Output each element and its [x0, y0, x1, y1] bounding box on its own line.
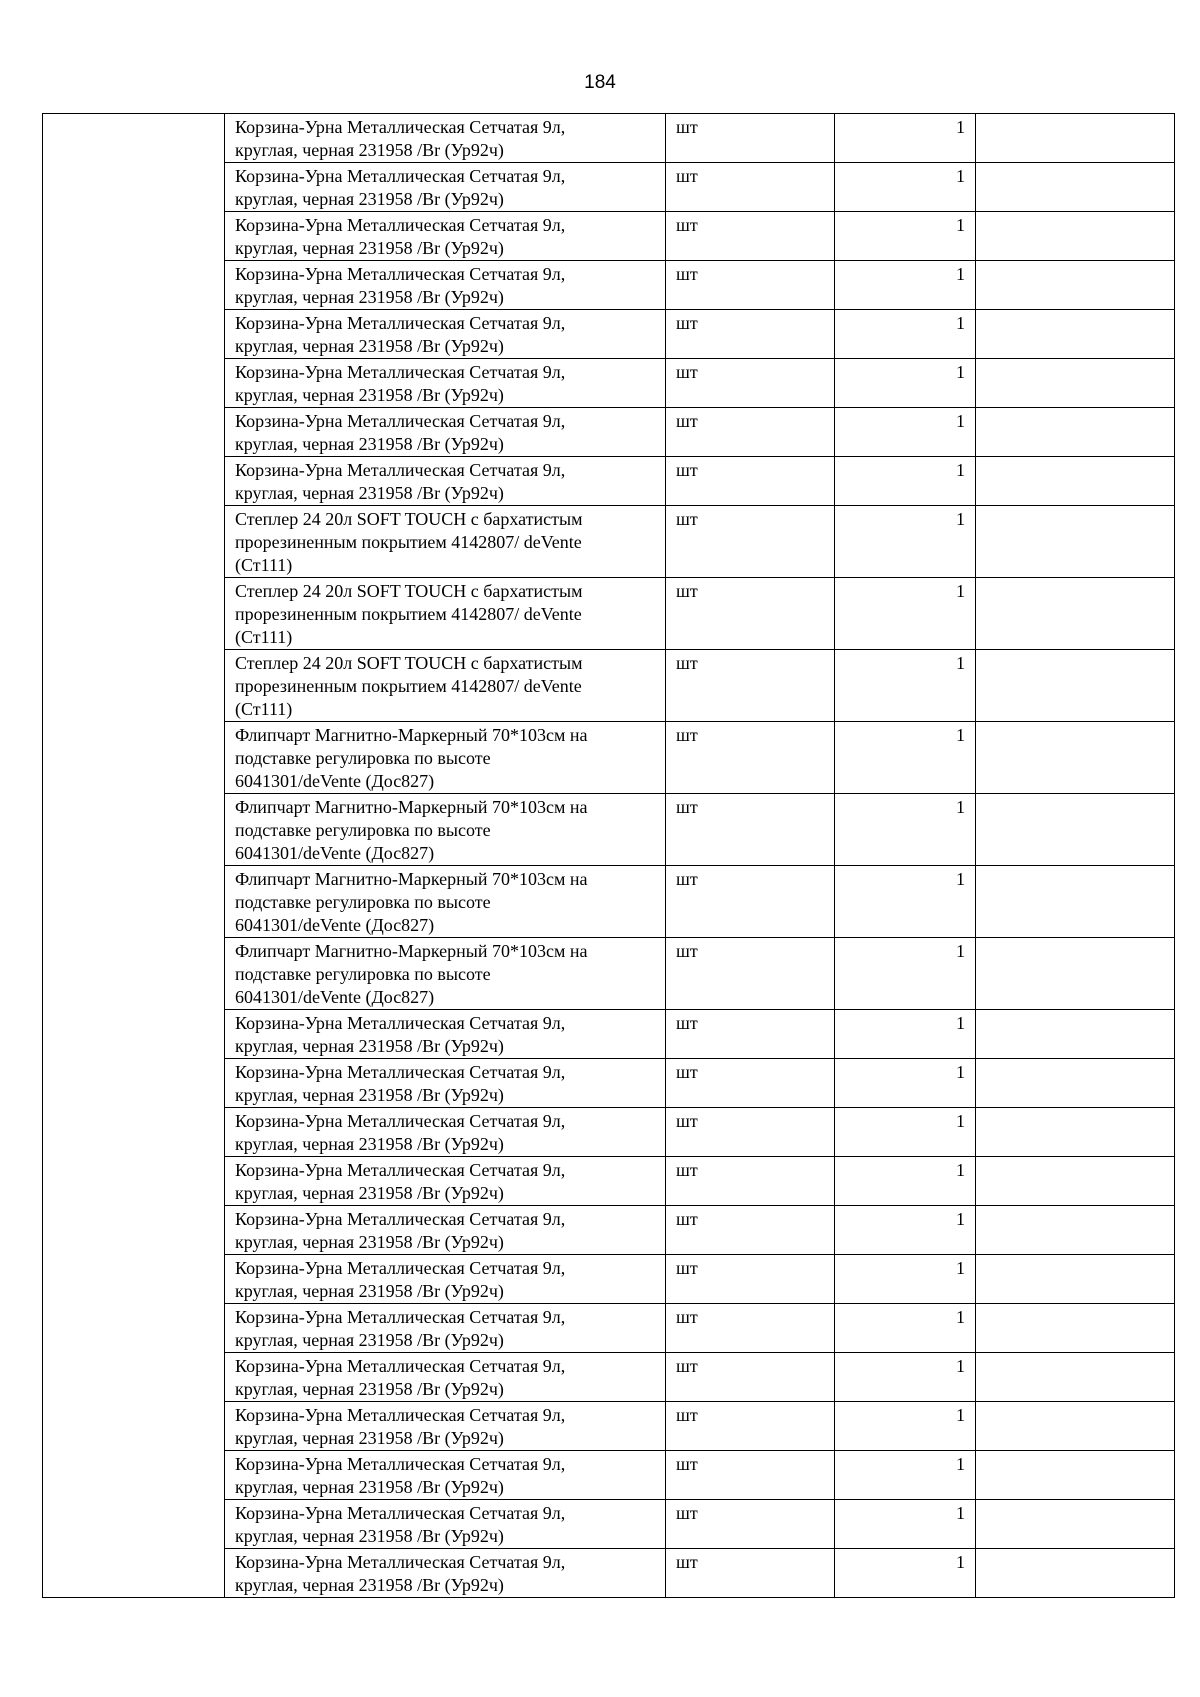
item-unit-cell: шт [666, 938, 835, 1010]
item-description-cell: Флипчарт Магнитно-Маркерный 70*103см на подставке регулировка по высоте 6041301/deVente (Дос827) [225, 938, 666, 1010]
item-description-cell: Корзина-Урна Металлическая Сетчатая 9л, круглая, черная 231958 /Br (Ур92ч) [225, 261, 666, 310]
table-row [43, 114, 1175, 163]
item-empty-cell [976, 1059, 1175, 1108]
page-number: 184 [584, 72, 616, 93]
item-description-cell: Корзина-Урна Металлическая Сетчатая 9л, круглая, черная 231958 /Br (Ур92ч) [225, 1549, 666, 1598]
item-description-cell: Флипчарт Магнитно-Маркерный 70*103см на подставке регулировка по высоте 6041301/deVente (Дос827) [225, 794, 666, 866]
item-quantity-cell: 1 [835, 506, 976, 578]
item-unit-cell: шт [666, 1402, 835, 1451]
item-unit-cell: шт [666, 794, 835, 866]
item-quantity-cell: 1 [835, 1255, 976, 1304]
item-description-cell: Корзина-Урна Металлическая Сетчатая 9л, круглая, черная 231958 /Br (Ур92ч) [225, 1451, 666, 1500]
item-description-cell: Корзина-Урна Металлическая Сетчатая 9л, круглая, черная 231958 /Br (Ур92ч) [225, 114, 666, 163]
item-unit-cell: шт [666, 650, 835, 722]
item-unit-cell: шт [666, 1500, 835, 1549]
item-empty-cell [976, 1451, 1175, 1500]
item-empty-cell [976, 408, 1175, 457]
item-unit-cell: шт [666, 1108, 835, 1157]
item-unit-cell: шт [666, 866, 835, 938]
item-description-cell: Корзина-Урна Металлическая Сетчатая 9л, круглая, черная 231958 /Br (Ур92ч) [225, 1059, 666, 1108]
item-description-cell: Корзина-Урна Металлическая Сетчатая 9л, круглая, черная 231958 /Br (Ур92ч) [225, 408, 666, 457]
item-empty-cell [976, 359, 1175, 408]
item-unit-cell: шт [666, 1549, 835, 1598]
item-empty-cell [976, 1549, 1175, 1598]
item-description-cell: Степлер 24 20л SOFT TOUCH с бархатистым прорезиненным покрытием 4142807/ deVente (Ст111) [225, 506, 666, 578]
item-unit-cell: шт [666, 261, 835, 310]
item-description-cell: Корзина-Урна Металлическая Сетчатая 9л, круглая, черная 231958 /Br (Ур92ч) [225, 1353, 666, 1402]
item-quantity-cell: 1 [835, 1402, 976, 1451]
item-description-cell: Корзина-Урна Металлическая Сетчатая 9л, круглая, черная 231958 /Br (Ур92ч) [225, 1010, 666, 1059]
item-quantity-cell: 1 [835, 1500, 976, 1549]
item-empty-cell [976, 1206, 1175, 1255]
item-unit-cell: шт [666, 114, 835, 163]
item-description-cell: Корзина-Урна Металлическая Сетчатая 9л, круглая, черная 231958 /Br (Ур92ч) [225, 1206, 666, 1255]
item-unit-cell: шт [666, 1157, 835, 1206]
item-empty-cell [976, 1157, 1175, 1206]
item-unit-cell: шт [666, 408, 835, 457]
item-quantity-cell: 1 [835, 1010, 976, 1059]
item-empty-cell [976, 1304, 1175, 1353]
item-unit-cell: шт [666, 1059, 835, 1108]
item-empty-cell [976, 1108, 1175, 1157]
item-quantity-cell: 1 [835, 163, 976, 212]
item-empty-cell [976, 457, 1175, 506]
item-quantity-cell: 1 [835, 578, 976, 650]
item-description-cell: Степлер 24 20л SOFT TOUCH с бархатистым прорезиненным покрытием 4142807/ deVente (Ст111) [225, 650, 666, 722]
item-empty-cell [976, 1010, 1175, 1059]
item-description-cell: Корзина-Урна Металлическая Сетчатая 9л, круглая, черная 231958 /Br (Ур92ч) [225, 310, 666, 359]
item-empty-cell [976, 578, 1175, 650]
item-description-cell: Корзина-Урна Металлическая Сетчатая 9л, круглая, черная 231958 /Br (Ур92ч) [225, 1255, 666, 1304]
item-empty-cell [976, 506, 1175, 578]
item-quantity-cell: 1 [835, 212, 976, 261]
item-empty-cell [976, 866, 1175, 938]
item-empty-cell [976, 794, 1175, 866]
item-quantity-cell: 1 [835, 722, 976, 794]
item-empty-cell [976, 114, 1175, 163]
item-empty-cell [976, 1353, 1175, 1402]
item-empty-cell [976, 722, 1175, 794]
item-empty-cell [976, 650, 1175, 722]
item-quantity-cell: 1 [835, 650, 976, 722]
item-empty-cell [976, 1500, 1175, 1549]
item-description-cell: Флипчарт Магнитно-Маркерный 70*103см на подставке регулировка по высоте 6041301/deVente (Дос827) [225, 722, 666, 794]
item-empty-cell [976, 938, 1175, 1010]
items-table [42, 113, 1175, 1598]
item-quantity-cell: 1 [835, 1353, 976, 1402]
item-quantity-cell: 1 [835, 1549, 976, 1598]
item-empty-cell [976, 212, 1175, 261]
item-quantity-cell: 1 [835, 1304, 976, 1353]
item-description-cell: Корзина-Урна Металлическая Сетчатая 9л, круглая, черная 231958 /Br (Ур92ч) [225, 1157, 666, 1206]
item-unit-cell: шт [666, 310, 835, 359]
item-quantity-cell: 1 [835, 114, 976, 163]
item-quantity-cell: 1 [835, 1108, 976, 1157]
item-description-cell: Корзина-Урна Металлическая Сетчатая 9л, круглая, черная 231958 /Br (Ур92ч) [225, 1108, 666, 1157]
item-description-cell: Корзина-Урна Металлическая Сетчатая 9л, круглая, черная 231958 /Br (Ур92ч) [225, 212, 666, 261]
item-empty-cell [976, 261, 1175, 310]
item-quantity-cell: 1 [835, 310, 976, 359]
item-quantity-cell: 1 [835, 866, 976, 938]
item-empty-cell [976, 163, 1175, 212]
item-quantity-cell: 1 [835, 359, 976, 408]
item-unit-cell: шт [666, 212, 835, 261]
item-unit-cell: шт [666, 163, 835, 212]
item-unit-cell: шт [666, 722, 835, 794]
item-empty-cell [976, 1402, 1175, 1451]
merged-empty-cell [43, 114, 225, 1598]
item-description-cell: Корзина-Урна Металлическая Сетчатая 9л, круглая, черная 231958 /Br (Ур92ч) [225, 457, 666, 506]
item-quantity-cell: 1 [835, 457, 976, 506]
item-quantity-cell: 1 [835, 1157, 976, 1206]
item-description-cell: Корзина-Урна Металлическая Сетчатая 9л, круглая, черная 231958 /Br (Ур92ч) [225, 163, 666, 212]
item-unit-cell: шт [666, 359, 835, 408]
item-quantity-cell: 1 [835, 794, 976, 866]
item-unit-cell: шт [666, 1353, 835, 1402]
item-empty-cell [976, 310, 1175, 359]
item-unit-cell: шт [666, 1304, 835, 1353]
item-unit-cell: шт [666, 1206, 835, 1255]
item-quantity-cell: 1 [835, 1451, 976, 1500]
item-empty-cell [976, 1255, 1175, 1304]
item-quantity-cell: 1 [835, 938, 976, 1010]
item-quantity-cell: 1 [835, 261, 976, 310]
item-quantity-cell: 1 [835, 1206, 976, 1255]
item-unit-cell: шт [666, 457, 835, 506]
item-description-cell: Корзина-Урна Металлическая Сетчатая 9л, круглая, черная 231958 /Br (Ур92ч) [225, 1500, 666, 1549]
item-quantity-cell: 1 [835, 1059, 976, 1108]
item-unit-cell: шт [666, 1010, 835, 1059]
item-description-cell: Корзина-Урна Металлическая Сетчатая 9л, круглая, черная 231958 /Br (Ур92ч) [225, 359, 666, 408]
item-unit-cell: шт [666, 506, 835, 578]
item-unit-cell: шт [666, 578, 835, 650]
item-unit-cell: шт [666, 1451, 835, 1500]
item-description-cell: Корзина-Урна Металлическая Сетчатая 9л, круглая, черная 231958 /Br (Ур92ч) [225, 1402, 666, 1451]
item-description-cell: Степлер 24 20л SOFT TOUCH с бархатистым прорезиненным покрытием 4142807/ deVente (Ст111) [225, 578, 666, 650]
items-table-body [43, 114, 1175, 1598]
item-unit-cell: шт [666, 1255, 835, 1304]
item-description-cell: Флипчарт Магнитно-Маркерный 70*103см на подставке регулировка по высоте 6041301/deVente (Дос827) [225, 866, 666, 938]
item-quantity-cell: 1 [835, 408, 976, 457]
item-description-cell: Корзина-Урна Металлическая Сетчатая 9л, круглая, черная 231958 /Br (Ур92ч) [225, 1304, 666, 1353]
